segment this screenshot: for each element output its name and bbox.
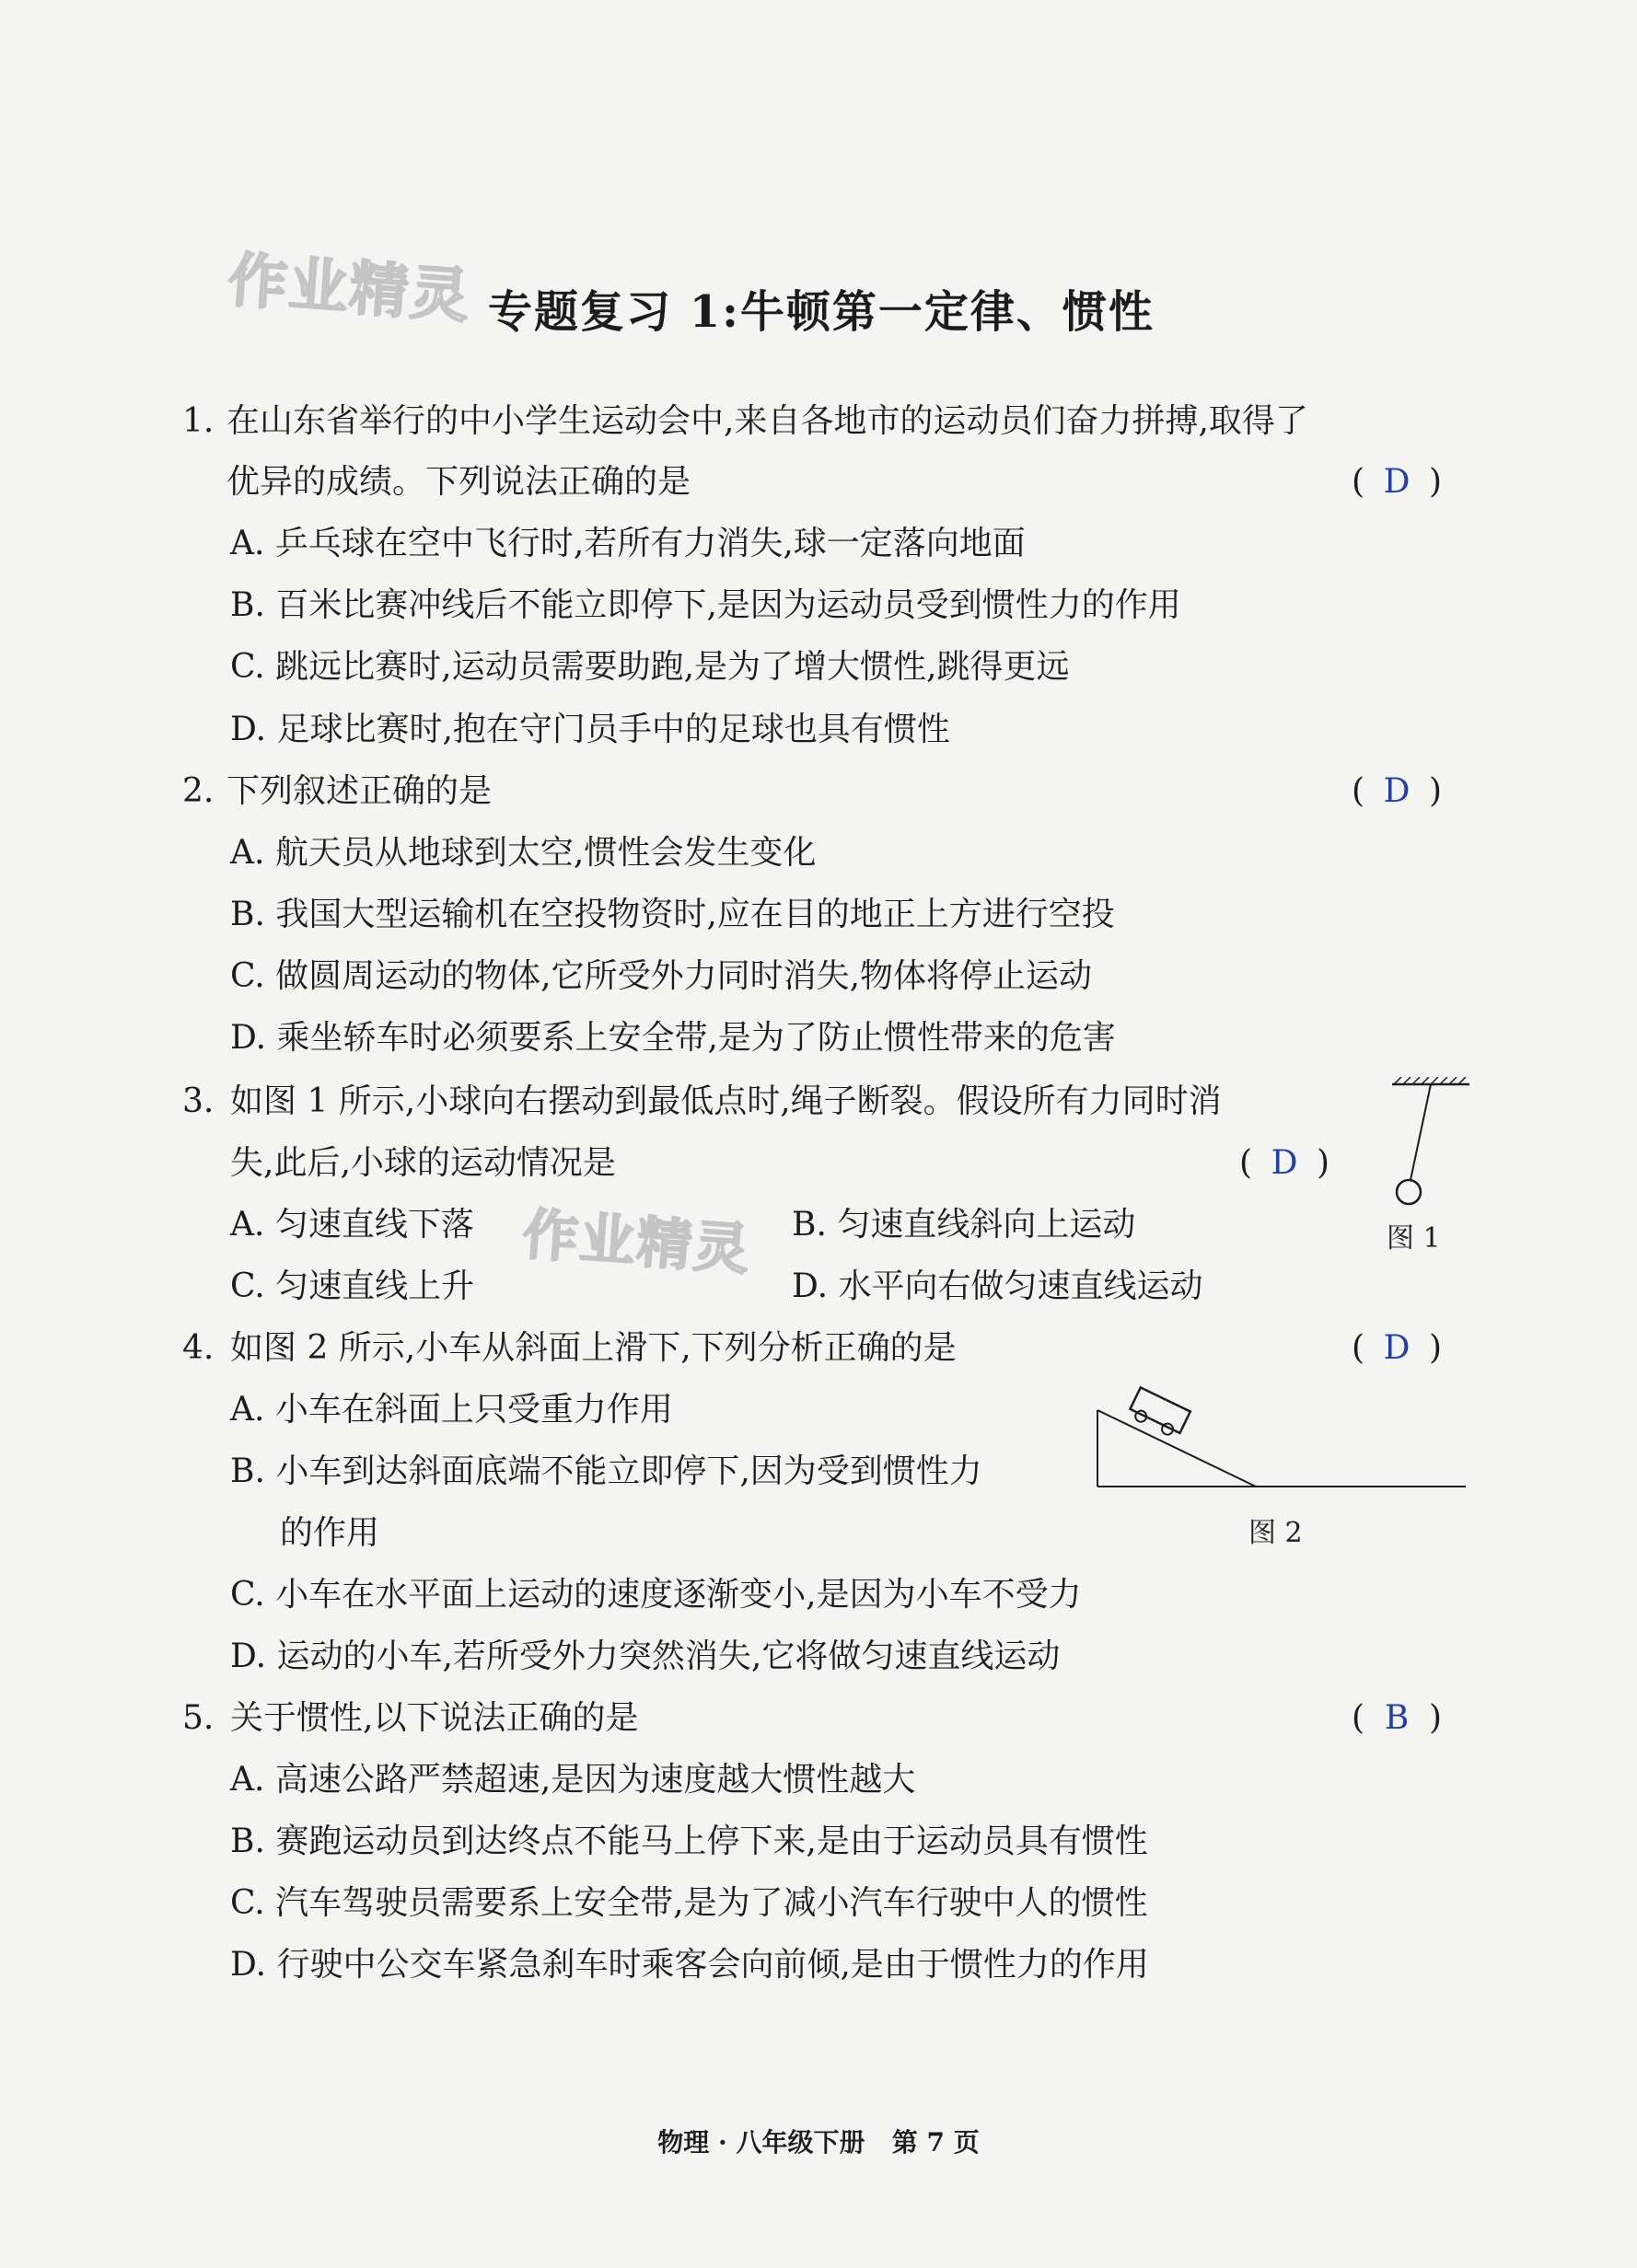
option-a: A. 航天员从地球到太空,惯性会发生变化 xyxy=(230,834,817,872)
answer-text: B xyxy=(1384,1699,1410,1737)
question-stem: 优异的成绩。下列说法正确的是 xyxy=(226,463,691,501)
option-d: D. 水平向右做匀速直线运动 xyxy=(792,1267,1203,1305)
answer-text: D xyxy=(1383,772,1411,810)
question-stem: 如图 2 所示,小车从斜面上滑下,下列分析正确的是 xyxy=(230,1329,957,1367)
answer-text: D xyxy=(1271,1144,1298,1182)
question-number: 2. xyxy=(182,772,215,810)
page-footer: 物理 · 八年级下册 第 7 页 xyxy=(657,2127,980,2158)
answer-bracket: ( D ) xyxy=(1239,1144,1330,1182)
option-b: B. 赛跑运动员到达终点不能马上停下来,是由于运动员具有惯性 xyxy=(230,1822,1148,1860)
watermark-logo: 作业精灵 xyxy=(520,1202,753,1283)
question-number: 3. xyxy=(182,1082,215,1120)
option-d: D. 足球比赛时,抱在守门员手中的足球也具有惯性 xyxy=(230,711,950,748)
page-title: 专题复习 1:牛顿第一定律、惯性 xyxy=(488,286,1155,338)
answer-bracket: ( B ) xyxy=(1352,1699,1443,1737)
option-b: B. 百米比赛冲线后不能立即停下,是因为运动员受到惯性力的作用 xyxy=(230,586,1181,624)
question-number: 1. xyxy=(182,402,215,440)
answer-text: D xyxy=(1383,463,1411,501)
option-c: C. 匀速直线上升 xyxy=(230,1267,475,1305)
option-b-continued: 的作用 xyxy=(280,1514,380,1552)
watermark-logo: 作业精灵 xyxy=(226,246,473,332)
question-stem: 如图 1 所示,小球向右摆动到最低点时,绳子断裂。假设所有力同时消 xyxy=(230,1082,1222,1120)
option-b: B. 匀速直线斜向上运动 xyxy=(792,1206,1136,1244)
option-a: A. 乒乓球在空中飞行时,若所有力消失,球一定落向地面 xyxy=(230,525,1026,562)
option-a: A. 高速公路严禁超速,是因为速度越大惯性越大 xyxy=(230,1761,916,1799)
question-stem: 在山东省举行的中小学生运动会中,来自各地市的运动员们奋力拼搏,取得了 xyxy=(226,402,1308,440)
option-a: A. 匀速直线下落 xyxy=(230,1206,474,1244)
answer-text: D xyxy=(1383,1329,1411,1367)
option-d: D. 运动的小车,若所受外力突然消失,它将做匀速直线运动 xyxy=(230,1637,1061,1675)
option-c: C. 小车在水平面上运动的速度逐渐变小,是因为小车不受力 xyxy=(230,1576,1082,1614)
answer-bracket: ( D ) xyxy=(1352,463,1443,501)
figure-caption: 图 1 xyxy=(1387,1222,1441,1255)
option-c: C. 做圆周运动的物体,它所受外力同时消失,物体将停止运动 xyxy=(230,957,1093,995)
question-stem: 下列叙述正确的是 xyxy=(226,772,493,810)
question-number: 4. xyxy=(182,1329,215,1367)
incline-figure xyxy=(1094,1381,1471,1496)
question-stem: 失,此后,小球的运动情况是 xyxy=(230,1144,616,1182)
question-stem: 关于惯性,以下说法正确的是 xyxy=(230,1699,639,1737)
answer-bracket: ( D ) xyxy=(1352,1329,1443,1367)
option-b: B. 小车到达斜面底端不能立即停下,因为受到惯性力 xyxy=(230,1452,982,1490)
option-a: A. 小车在斜面上只受重力作用 xyxy=(230,1391,673,1429)
answer-bracket: ( D ) xyxy=(1352,772,1443,810)
option-d: D. 行驶中公交车紧急刹车时乘客会向前倾,是由于惯性力的作用 xyxy=(230,1946,1149,1984)
figure-caption: 图 2 xyxy=(1248,1517,1303,1549)
question-number: 5. xyxy=(182,1699,215,1737)
option-b: B. 我国大型运输机在空投物资时,应在目的地正上方进行空投 xyxy=(230,896,1115,933)
option-c: C. 跳远比赛时,运动员需要助跑,是为了增大惯性,跳得更远 xyxy=(230,648,1070,686)
option-d: D. 乘坐轿车时必须要系上安全带,是为了防止惯性带来的危害 xyxy=(230,1019,1116,1057)
pendulum-figure xyxy=(1381,1077,1492,1215)
option-c: C. 汽车驾驶员需要系上安全带,是为了减小汽车行驶中人的惯性 xyxy=(230,1884,1148,1922)
